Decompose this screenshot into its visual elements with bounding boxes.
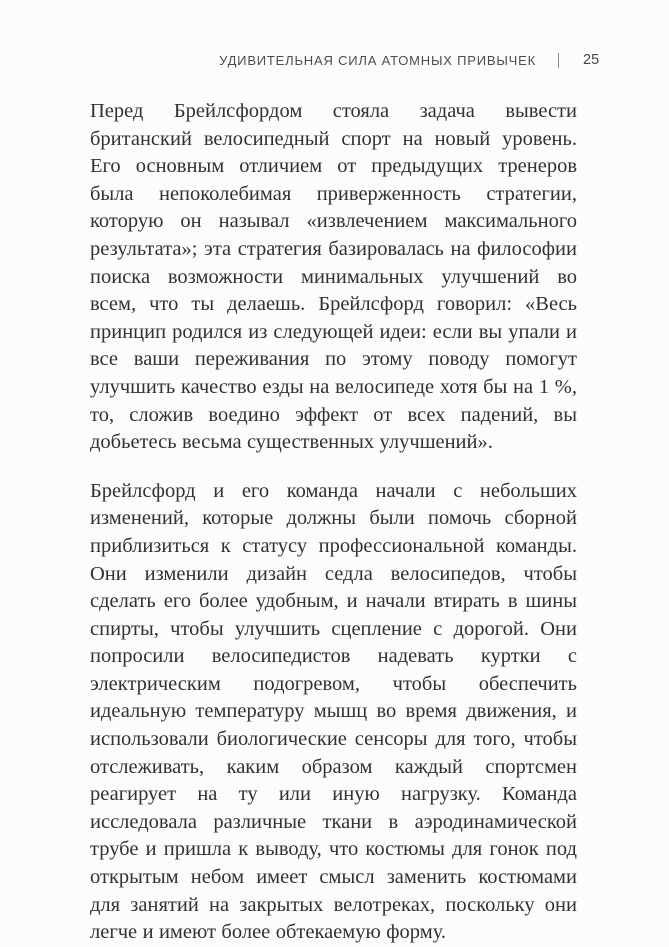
page-number: 25	[583, 52, 600, 68]
header-separator-rule	[558, 53, 559, 68]
running-header	[90, 52, 603, 68]
paragraph-2: Брейлсфорд и его команда начали с небольших изменений, которые должны были помочь сборной приблизиться к статусу профессиональной команды. Они изменили дизайн седла велосипедов, чтобы сделать его более удобным, и начали втирать в шины спирты, чтобы улучшить сцепление с дорогой. Они попросили велосипедистов надевать куртки с электрическим подогревом, чтобы обеспечить идеальную температуру мышц во время движения, и использовали биологические сенсоры для того, чтобы отслеживать, каким образом каждый спортсмен реагирует на ту или иную нагрузку. Команда исследовала различные ткани в аэродинамической трубе и пришла к выводу, что костюмы для гонок под открытым небом имеет смысл заменить костюмами для занятий на закрытых велотреках, поскольку они легче и имеют более обтекаемую форму.	[90, 479, 577, 944]
paragraph-1: Перед Брейлсфордом стояла задача вывести британский велосипедный спорт на новый уровень. Его основным отличием от предыдущих тренеров была непоколебимая приверженность стратегии, которую он называл «извлечением максимального результата»; эта стратегия базировалась на философии поиска возможности минимальных улучшений во всем, что ты делаешь. Брейлсфорд говорил: «Весь принцип родился из следующей идеи: если вы упали и все ваши переживания по этому поводу помогут улучшить качество езды на велосипеде хотя бы на 1 %, то, сложив воедино эффект от всех падений, вы добьетесь весьма существенных улучшений».	[90, 100, 577, 454]
running-title: УДИВИТЕЛЬНАЯ СИЛА АТОМНЫХ ПРИВЫЧЕК	[219, 52, 536, 68]
body-text-block	[90, 98, 577, 947]
